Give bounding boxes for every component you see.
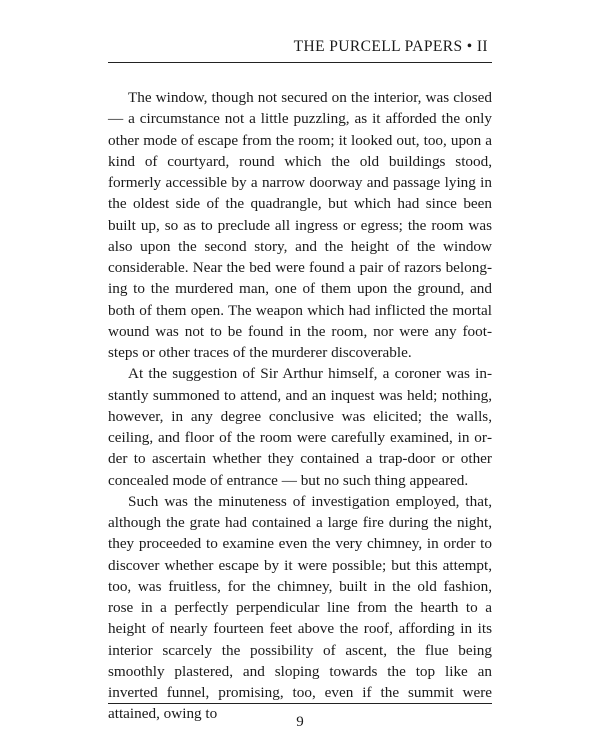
header-rule <box>108 62 492 63</box>
paragraph-window: The window, though not secured on the interior, was closed — a circumstance not a little puzzling, as it afforded the only other mode of escape from the room; it looked out, too, upon a kind of courtyard, round which the old buildings stood, formerly accessible by a narrow doorway and passage lying in the oldest side of the quadrangle, but which had since been built up, so as to preclude all ingress or egress; the room was also upon the second story, and the height of the window considerable. Near the bed were found a pair of razors belonging to the murdered man, one of them upon the ground, and both of them open. The weapon which had inflicted the mortal wound was not to be found in the room, nor were any footsteps or other traces of the murderer discoverable. <box>108 89 492 361</box>
footer-rule <box>108 703 492 704</box>
paragraph-coroner: At the suggestion of Sir Arthur himself, a coroner was instantly summoned to attend, and an inquest was held; nothing, however, in any degree conclusive was elicited; the walls, ceiling, and floor of the room were carefully examined, in order to ascertain whether they contained a trap-door or other concealed mode of entrance — but no such thing appeared. <box>108 365 492 489</box>
running-head-title: THE PURCELL PAPERS • II <box>293 38 488 55</box>
page-number: 9 <box>296 714 304 730</box>
paragraph-chimney: Such was the minuteness of investigation employed, that, although the grate had contained a large fire during the night, they proceeded to examine even the very chimney, in order to discover whether escape by it were possible; but this attempt, too, was fruitless, for the chimney, built in the old fashion, rose in a perfectly perpendicular line from the hearth to a height of nearly fourteen feet above the roof, affording in its interior scarcely the possibility of ascent, the flue being smoothly plastered, and sloping towards the top like an inverted funnel, promising, too, even if the summit were attained, owing to <box>108 492 492 723</box>
body-text <box>108 87 492 725</box>
